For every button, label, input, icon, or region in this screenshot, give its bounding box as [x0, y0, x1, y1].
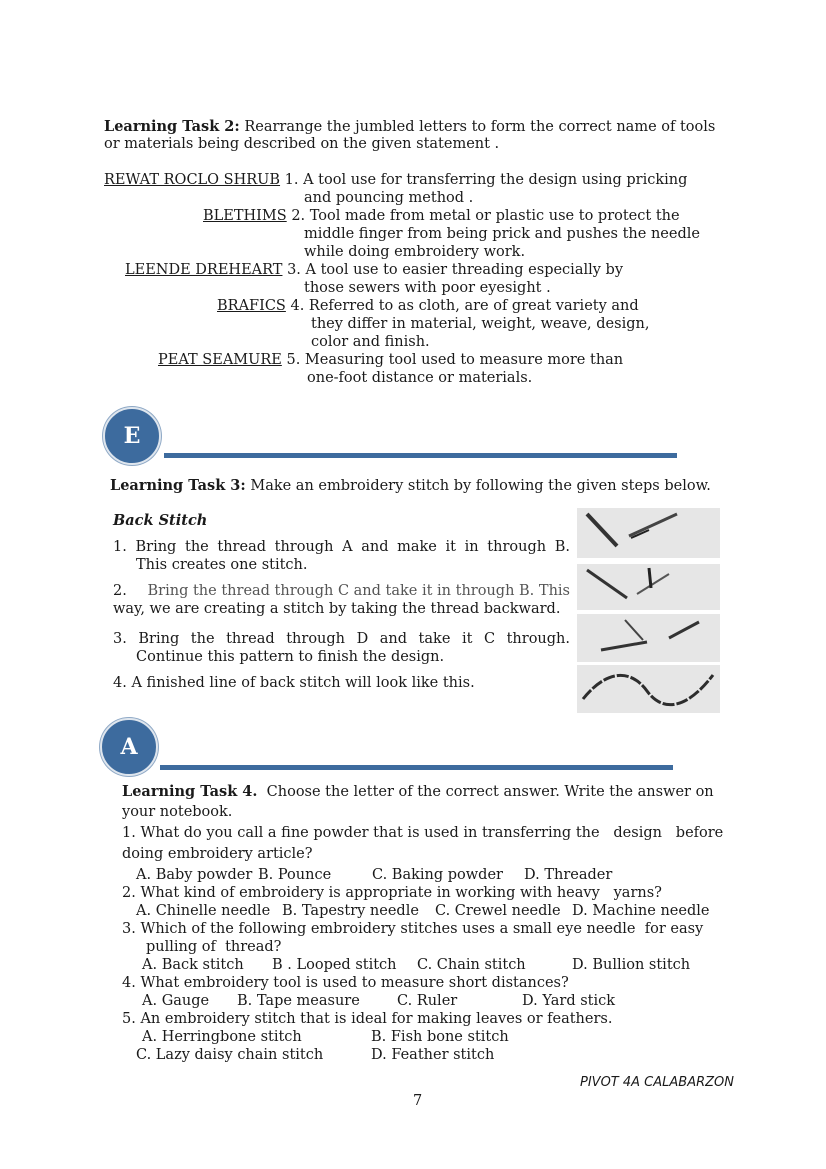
task2-item-3: LEENDE DREHEART 3. A tool use to easier threading especially by [125, 262, 624, 278]
jumbled-answer: BRAFICS [217, 298, 286, 314]
question-5-option: C. Lazy daisy chain stitch [136, 1047, 324, 1063]
task3-intro: Learning Task 3: Make an embroidery stitch by following the given steps below. [110, 477, 711, 494]
question-1-option: A. Baby powder [136, 867, 253, 883]
stitch-step-1-image [577, 508, 720, 558]
stitch-step-2-image [577, 564, 720, 610]
question-2-option: B. Tapestry needle [282, 903, 419, 919]
question-4-option: A. Gauge [142, 993, 210, 1009]
task2-item-4-cont: they differ in material, weight, weave, design, [311, 316, 650, 332]
section-e-rule [164, 453, 677, 458]
jumbled-answer: REWAT ROCLO SHRUB [104, 172, 281, 188]
jumbled-answer: PEAT SEAMURE [158, 352, 282, 368]
task2-item-2: BLETHIMS 2. Tool made from metal or plastic use to protect the [203, 208, 680, 224]
task2-item-2-cont: middle finger from being prick and pushes the needle [304, 226, 700, 242]
question-5-option: D. Feather stitch [371, 1047, 495, 1063]
section-e-badge: E [103, 407, 161, 465]
stitch-step-3-image [577, 614, 720, 662]
question-1-option: B. Pounce [258, 867, 332, 883]
task3-title: Learning Task 3: [110, 477, 246, 494]
task4-intro-cont: your notebook. [122, 804, 233, 820]
question-5-option: B. Fish bone stitch [371, 1029, 509, 1045]
task2-item-2-cont: while doing embroidery work. [304, 244, 526, 260]
question-4: 4. What embroidery tool is used to measure short distances? [122, 975, 569, 991]
task3-step-4: 4. A finished line of back stitch will look like this. [113, 675, 475, 691]
jumbled-answer: LEENDE DREHEART [125, 262, 283, 278]
question-1: 1. What do you call a fine powder that is used in transferring the design before [122, 825, 724, 841]
task2-item-5-cont: one-foot distance or materials. [307, 370, 533, 386]
page-number: 7 [413, 1093, 423, 1109]
question-2-option: D. Machine needle [572, 903, 710, 919]
task3-step-2: 2. Bring the thread through C and take it in through B. This [113, 583, 570, 599]
question-3-option: A. Back stitch [142, 957, 244, 973]
question-3: 3. Which of the following embroidery stitches uses a small eye needle for easy [122, 921, 704, 937]
task2-title: Learning Task 2: [104, 118, 240, 135]
stitch-finished-image [577, 665, 720, 713]
task3-step-1-cont: This creates one stitch. [136, 557, 308, 573]
jumbled-answer: BLETHIMS [203, 208, 287, 224]
question-5-option: A. Herringbone stitch [142, 1029, 302, 1045]
question-2-option: C. Crewel needle [435, 903, 561, 919]
task2-item-4: BRAFICS 4. Referred to as cloth, are of great variety and [217, 298, 639, 314]
task3-step-3: 3. Bring the thread through D and take it C through. [113, 631, 570, 647]
task2-item-1-cont: and pouncing method . [304, 190, 474, 206]
question-4-option: C. Ruler [397, 993, 458, 1009]
task4-intro: Learning Task 4. Choose the letter of the correct answer. Write the answer on [122, 783, 714, 800]
question-4-option: B. Tape measure [237, 993, 360, 1009]
question-3-option: C. Chain stitch [417, 957, 526, 973]
task3-step-3-cont: Continue this pattern to finish the design. [136, 649, 445, 665]
task3-step-1: 1. Bring the thread through A and make it in through B. [113, 539, 570, 555]
question-4-option: D. Yard stick [522, 993, 616, 1009]
question-5: 5. An embroidery stitch that is ideal for making leaves or feathers. [122, 1011, 613, 1027]
section-a-rule [160, 765, 673, 770]
task2-item-1: REWAT ROCLO SHRUB 1. A tool use for transferring the design using pricking [104, 172, 688, 188]
question-3-option: D. Bullion stitch [572, 957, 691, 973]
task2-item-4-cont: color and finish. [311, 334, 430, 350]
question-1-option: C. Baking powder [372, 867, 503, 883]
task4-title: Learning Task 4. [122, 783, 258, 800]
question-3-cont: pulling of thread? [146, 939, 282, 955]
task2-intro-line2: or materials being described on the given statement . [104, 136, 500, 152]
footer-label: PIVOT 4A CALABARZON [580, 1075, 734, 1090]
task3-subtitle: Back Stitch [113, 512, 208, 529]
task2-item-3-cont: those sewers with poor eyesight . [304, 280, 551, 296]
question-1-cont: doing embroidery article? [122, 846, 313, 862]
task2-item-5: PEAT SEAMURE 5. Measuring tool used to measure more than [158, 352, 624, 368]
question-3-option: B . Looped stitch [272, 957, 397, 973]
section-a-badge: A [100, 718, 158, 776]
question-2: 2. What kind of embroidery is appropriate in working with heavy yarns? [122, 885, 662, 901]
question-2-option: A. Chinelle needle [136, 903, 271, 919]
task3-step-2-cont: way, we are creating a stitch by taking the thread backward. [113, 601, 561, 617]
question-1-option: D. Threader [524, 867, 613, 883]
task2-intro-line1: Learning Task 2: Rearrange the jumbled letters to form the correct name of tools [104, 118, 716, 135]
